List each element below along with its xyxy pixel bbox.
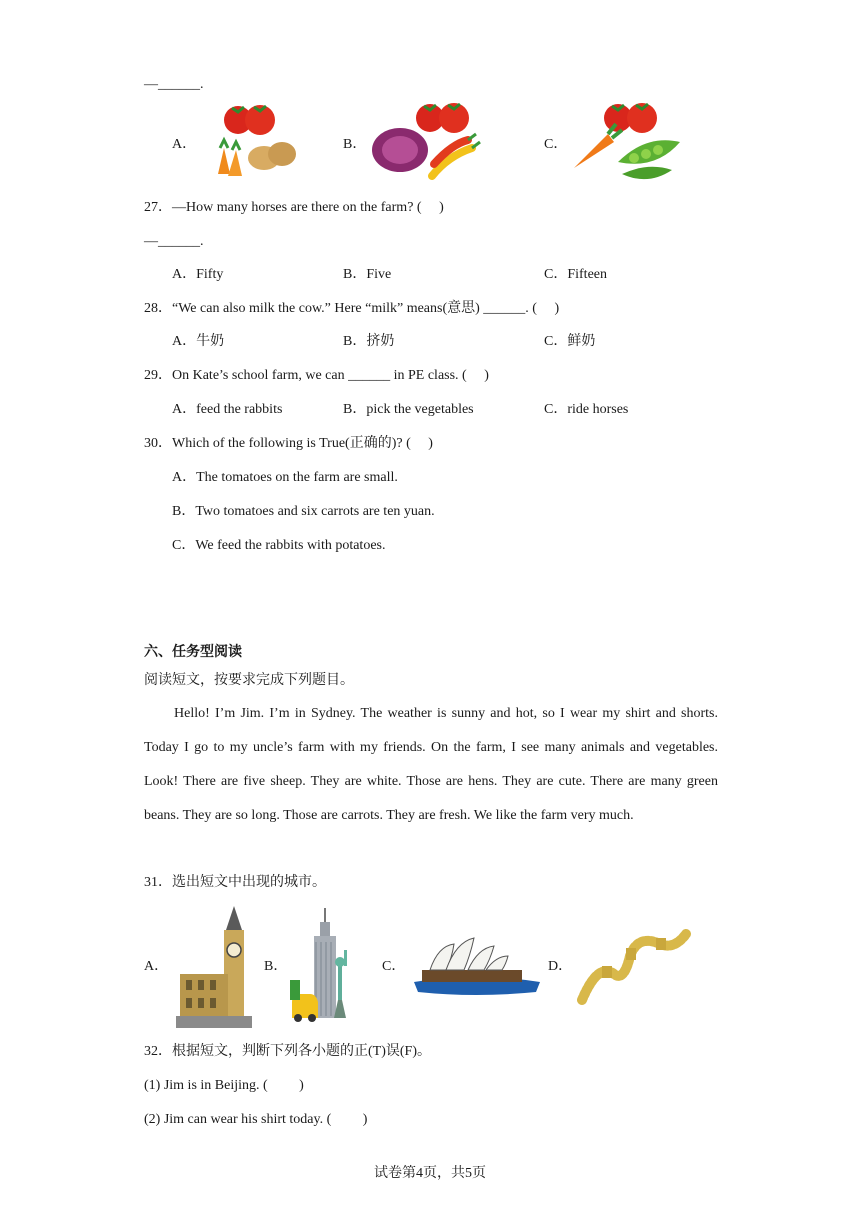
q26-option-c-label: C．	[544, 137, 568, 152]
q31-question: 31．选出短文中出现的城市。	[144, 875, 326, 890]
q27-option-a: A．Fifty	[172, 267, 224, 282]
q26-option-a-label: A．	[172, 137, 197, 152]
q30-option-c: C．We feed the rabbits with potatoes.	[172, 538, 386, 553]
q30-question: 30．Which of the following is True(正确的)? ( )	[144, 436, 433, 451]
q27-answer-blank: —______.	[144, 234, 204, 249]
reading-passage: Hello! I’m Jim. I’m in Sydney. The weather is sunny and hot, so I wear my shirt and shorts. Today I go to my uncle’s farm with my friends. On the farm, I see many animals and vegetables. Look! There are five sheep. They are white. Those are hens. They are cute. There are many green beans. They are so long. Those are carrots. They are fresh. We like the farm very much.	[144, 706, 718, 823]
section-instruction: 阅读短文，按要求完成下列题目。	[144, 672, 354, 688]
q31-option-b-label: B．	[264, 959, 288, 974]
section-heading: 六、任务型阅读	[144, 644, 242, 660]
q32-item-2: (2) Jim can wear his shirt today. ( )	[144, 1112, 368, 1127]
q26-option-b-label: B．	[343, 137, 367, 152]
q28-question: 28．“We can also milk the cow.” Here “milk” means(意思) ______. ( )	[144, 301, 560, 316]
q27-question: 27．—How many horses are there on the farm? ( )	[144, 200, 444, 215]
page-footer: 试卷第4页，共5页	[374, 1166, 486, 1181]
q31-option-a-label: A．	[144, 959, 169, 974]
sydney-opera-house-image	[412, 932, 542, 996]
q27-option-b: B．Five	[343, 267, 392, 282]
q31-option-d-label: D．	[548, 959, 573, 974]
empire-state-statue-of-liberty-image	[288, 906, 376, 1022]
q28-option-c: C．鲜奶	[544, 334, 596, 349]
q31-option-c-label: C．	[382, 959, 406, 974]
tomatoes-carrot-peas-image	[572, 100, 684, 188]
q30-option-b: B．Two tomatoes and six carrots are ten yuan.	[172, 504, 435, 519]
q26-answer-blank: —______.	[144, 77, 204, 92]
q29-option-b: B．pick the vegetables	[343, 402, 474, 417]
great-wall-image	[574, 922, 692, 1006]
big-ben-image	[174, 904, 254, 1030]
q29-option-c: C．ride horses	[544, 402, 629, 417]
q28-option-b: B．挤奶	[343, 334, 395, 349]
q29-question: 29．On Kate’s school farm, we can ______ in PE class. ( )	[144, 368, 489, 383]
tomatoes-carrots-potatoes-image	[204, 102, 304, 178]
tomatoes-onion-peppers-image	[368, 100, 488, 182]
q27-option-c: C．Fifteen	[544, 267, 607, 282]
q32-question: 32．根据短文，判断下列各小题的正(T)误(F)。	[144, 1044, 431, 1059]
q28-option-a: A．牛奶	[172, 334, 225, 349]
q29-option-a: A．feed the rabbits	[172, 402, 283, 417]
q30-option-a: A．The tomatoes on the farm are small.	[172, 470, 398, 485]
q32-item-1: (1) Jim is in Beijing. ( )	[144, 1078, 304, 1093]
